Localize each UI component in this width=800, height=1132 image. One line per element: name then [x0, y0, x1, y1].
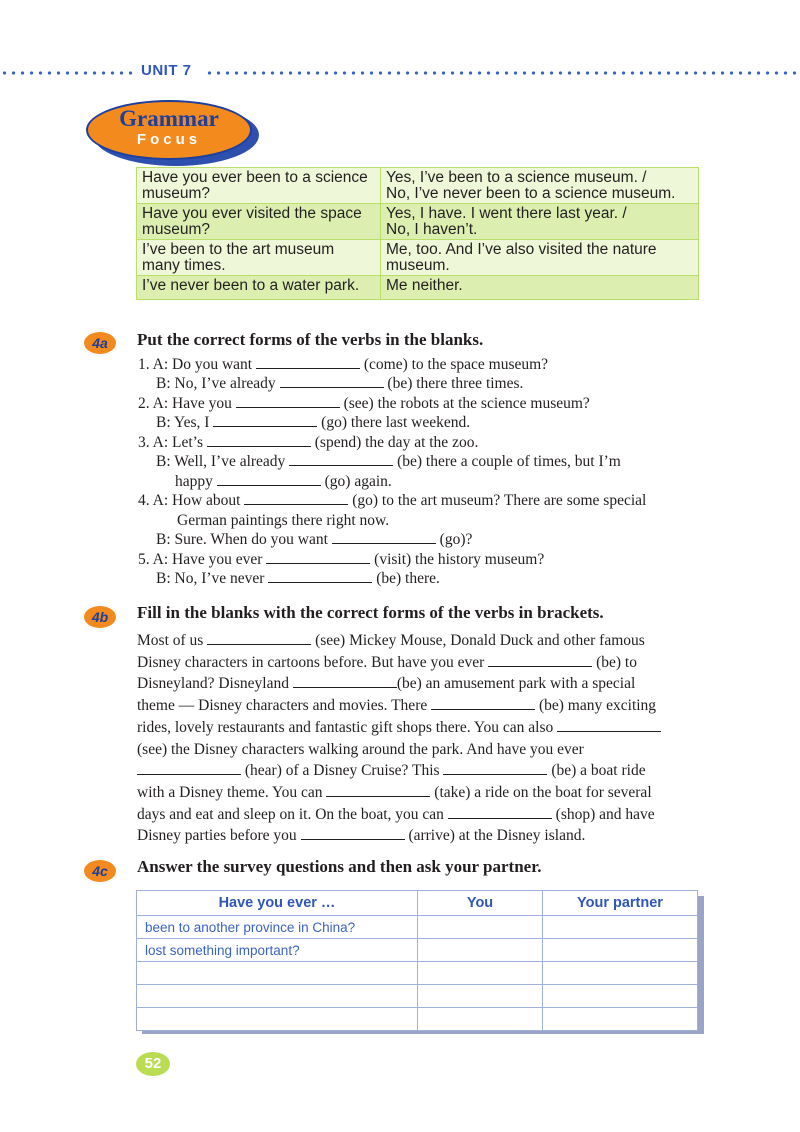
section-4b-badge: 4b [84, 606, 116, 628]
line-text: (be) there. [372, 570, 440, 587]
answer-blank[interactable] [293, 674, 397, 688]
survey-header-cell: You [418, 891, 543, 916]
section-4b-instruction: Fill in the blanks with the correct forms of the verbs in brackets. [137, 603, 604, 622]
survey-you-cell[interactable] [418, 1008, 543, 1031]
grammar-cell-line: Have you ever been to a science [142, 169, 368, 186]
line-text: 1. A: Do you want [138, 356, 256, 373]
line-text: (see) Mickey Mouse, Donald Duck and other famous [311, 632, 645, 649]
grammar-cell-line: museum. [386, 257, 450, 274]
line-text: Disney characters in cartoons before. But have you ever [137, 653, 489, 671]
exercise-line [177, 511, 389, 530]
grammar-title: Grammar [119, 106, 219, 131]
passage-line [137, 805, 655, 824]
line-text: B: Well, I’ve already [156, 453, 290, 470]
grammar-cell-line: many times. [142, 257, 226, 274]
answer-blank[interactable] [488, 653, 592, 667]
answer-blank[interactable] [244, 491, 348, 505]
passage-line [137, 740, 584, 759]
answer-blank[interactable] [443, 761, 547, 775]
grammar-cell-line: Yes, I’ve been to a science museum. / [386, 169, 647, 186]
grammar-cell-line: No, I’ve never been to a science museum. [386, 185, 676, 202]
survey-partner-cell[interactable] [543, 1008, 698, 1031]
passage-line [137, 631, 645, 650]
answer-blank[interactable] [268, 569, 372, 583]
survey-row [137, 962, 698, 985]
passage-line [137, 826, 585, 845]
line-text: (go) to the art museum? There are some special [348, 492, 647, 509]
line-text: (be) an amusement park with a special [396, 675, 636, 693]
line-text: 3. A: Let’s [138, 434, 207, 451]
line-text: (be) to [592, 653, 637, 671]
answer-blank[interactable] [448, 805, 552, 819]
grammar-cell-right [381, 168, 699, 204]
answer-blank[interactable] [207, 433, 311, 447]
line-text: theme — Disney characters and movies. There [137, 697, 432, 715]
line-text: (be) there a couple of times, but I’m [393, 453, 621, 470]
answer-blank[interactable] [557, 718, 661, 732]
answer-blank[interactable] [266, 550, 370, 564]
header-dots-right [205, 70, 800, 76]
survey-header-cell: Have you ever … [137, 891, 418, 916]
grammar-row [137, 276, 699, 300]
exercise-line [156, 452, 621, 471]
survey-you-cell[interactable] [418, 962, 543, 985]
grammar-cell-line: Have you ever visited the space [142, 205, 362, 222]
line-text: German paintings there right now. [177, 512, 390, 529]
answer-blank[interactable] [431, 696, 535, 710]
line-text: with a Disney theme. You can [137, 783, 327, 801]
exercise-line [175, 472, 392, 491]
passage-line [137, 761, 646, 780]
line-text: happy [175, 473, 217, 490]
grammar-cell-left [137, 168, 381, 204]
grammar-cell-left [137, 204, 381, 240]
grammar-cell-line: Me, too. And I’ve also visited the nature [386, 241, 657, 258]
grammar-cell-line: Yes, I have. I went there last year. / [386, 205, 627, 222]
line-text: (go)? [435, 531, 473, 548]
answer-blank[interactable] [289, 452, 393, 466]
grammar-row [137, 168, 699, 204]
survey-row [137, 939, 698, 962]
passage-line [137, 674, 635, 693]
grammar-cell-left [137, 240, 381, 276]
grammar-row [137, 240, 699, 276]
line-text: B: No, I’ve already [156, 375, 280, 392]
answer-blank[interactable] [207, 631, 311, 645]
grammar-cell-line: No, I haven’t. [386, 221, 478, 238]
survey-row [137, 916, 698, 939]
section-4c-instruction: Answer the survey questions and then ask your partner. [137, 857, 542, 876]
line-text: (take) a ride on the boat for several [430, 783, 652, 801]
exercise-line [138, 394, 590, 413]
survey-question [137, 985, 418, 1008]
survey-partner-cell[interactable] [543, 962, 698, 985]
answer-blank[interactable] [256, 355, 360, 369]
line-text: (go) there last weekend. [317, 414, 471, 431]
grammar-cell-right [381, 240, 699, 276]
line-text: (be) many exciting [535, 697, 657, 715]
line-text: (see) the Disney characters walking around the park. And have you ever [137, 740, 584, 758]
passage-line [137, 696, 656, 715]
exercise-line [138, 491, 646, 510]
section-4a-badge: 4a [84, 332, 116, 354]
line-text: B: No, I’ve never [156, 570, 269, 587]
line-text: (shop) and have [551, 805, 655, 823]
line-text: 4. A: How about [138, 492, 245, 509]
grammar-subtitle: Focus [136, 131, 202, 148]
line-text: (spend) the day at the zoo. [310, 434, 479, 451]
exercise-line [156, 374, 523, 393]
grammar-cell-right [381, 204, 699, 240]
line-text: rides, lovely restaurants and fantastic gift shops there. You can also [137, 718, 558, 736]
line-text: (visit) the history museum? [370, 551, 545, 568]
line-text: Disneyland? Disneyland [137, 675, 293, 693]
passage-line [137, 783, 652, 802]
grammar-row [137, 204, 699, 240]
answer-blank[interactable] [236, 394, 340, 408]
grammar-focus-badge [86, 100, 252, 160]
line-text: (hear) of a Disney Cruise? This [241, 762, 444, 780]
line-text: 2. A: Have you [138, 395, 236, 412]
page-number: 52 [136, 1052, 170, 1076]
answer-blank[interactable] [301, 826, 405, 840]
header-dots-left [0, 70, 138, 76]
line-text: (arrive) at the Disney island. [404, 827, 586, 845]
line-text: 5. A: Have you ever [138, 551, 267, 568]
answer-blank[interactable] [217, 472, 321, 486]
exercise-line [138, 355, 548, 374]
grammar-cell-line: museum? [142, 221, 211, 238]
section-4a-instruction: Put the correct forms of the verbs in the blanks. [137, 330, 484, 349]
answer-blank[interactable] [332, 530, 436, 544]
line-text: (be) a boat ride [547, 762, 646, 780]
survey-question: lost something important? [137, 939, 418, 962]
passage-line [137, 653, 637, 672]
survey-row [137, 1008, 698, 1031]
line-text: (see) the robots at the science museum? [339, 395, 590, 412]
survey-you-cell[interactable] [418, 939, 543, 962]
grammar-cell-line: I’ve been to the art museum [142, 241, 335, 258]
exercise-line [138, 433, 478, 452]
passage-line [137, 718, 661, 737]
answer-blank[interactable] [280, 374, 384, 388]
survey-you-cell[interactable] [418, 985, 543, 1008]
line-text: (go) again. [320, 473, 392, 490]
survey-partner-cell[interactable] [543, 939, 698, 962]
section-4c-badge: 4c [84, 860, 116, 882]
grammar-cell-line: museum? [142, 185, 211, 202]
exercise-line [156, 530, 472, 549]
grammar-cell-line: Me neither. [386, 277, 463, 294]
line-text: B: Sure. When do you want [156, 531, 332, 548]
survey-header-cell: Your partner [543, 891, 698, 916]
survey-table [136, 890, 698, 1031]
survey-row [137, 985, 698, 1008]
grammar-cell-line: I’ve never been to a water park. [142, 277, 360, 294]
grammar-table [136, 167, 699, 300]
survey-you-cell[interactable] [418, 916, 543, 939]
survey-partner-cell[interactable] [543, 985, 698, 1008]
survey-question [137, 1008, 418, 1031]
line-text: days and eat and sleep on it. On the boat, you can [137, 805, 448, 823]
exercise-line [156, 569, 440, 588]
line-text: (be) there three times. [383, 375, 524, 392]
answer-blank[interactable] [137, 761, 241, 775]
exercise-line [138, 550, 544, 569]
line-text: Most of us [137, 632, 208, 649]
survey-question [137, 962, 418, 985]
answer-blank[interactable] [326, 783, 430, 797]
line-text: B: Yes, I [156, 414, 214, 431]
grammar-cell-right [381, 276, 699, 300]
unit-label: UNIT 7 [141, 62, 192, 79]
grammar-cell-left [137, 276, 381, 300]
survey-partner-cell[interactable] [543, 916, 698, 939]
exercise-line [156, 413, 470, 432]
answer-blank[interactable] [213, 413, 317, 427]
survey-question: been to another province in China? [137, 916, 418, 939]
line-text: (come) to the space museum? [359, 356, 549, 373]
line-text: Disney parties before you [137, 827, 301, 845]
